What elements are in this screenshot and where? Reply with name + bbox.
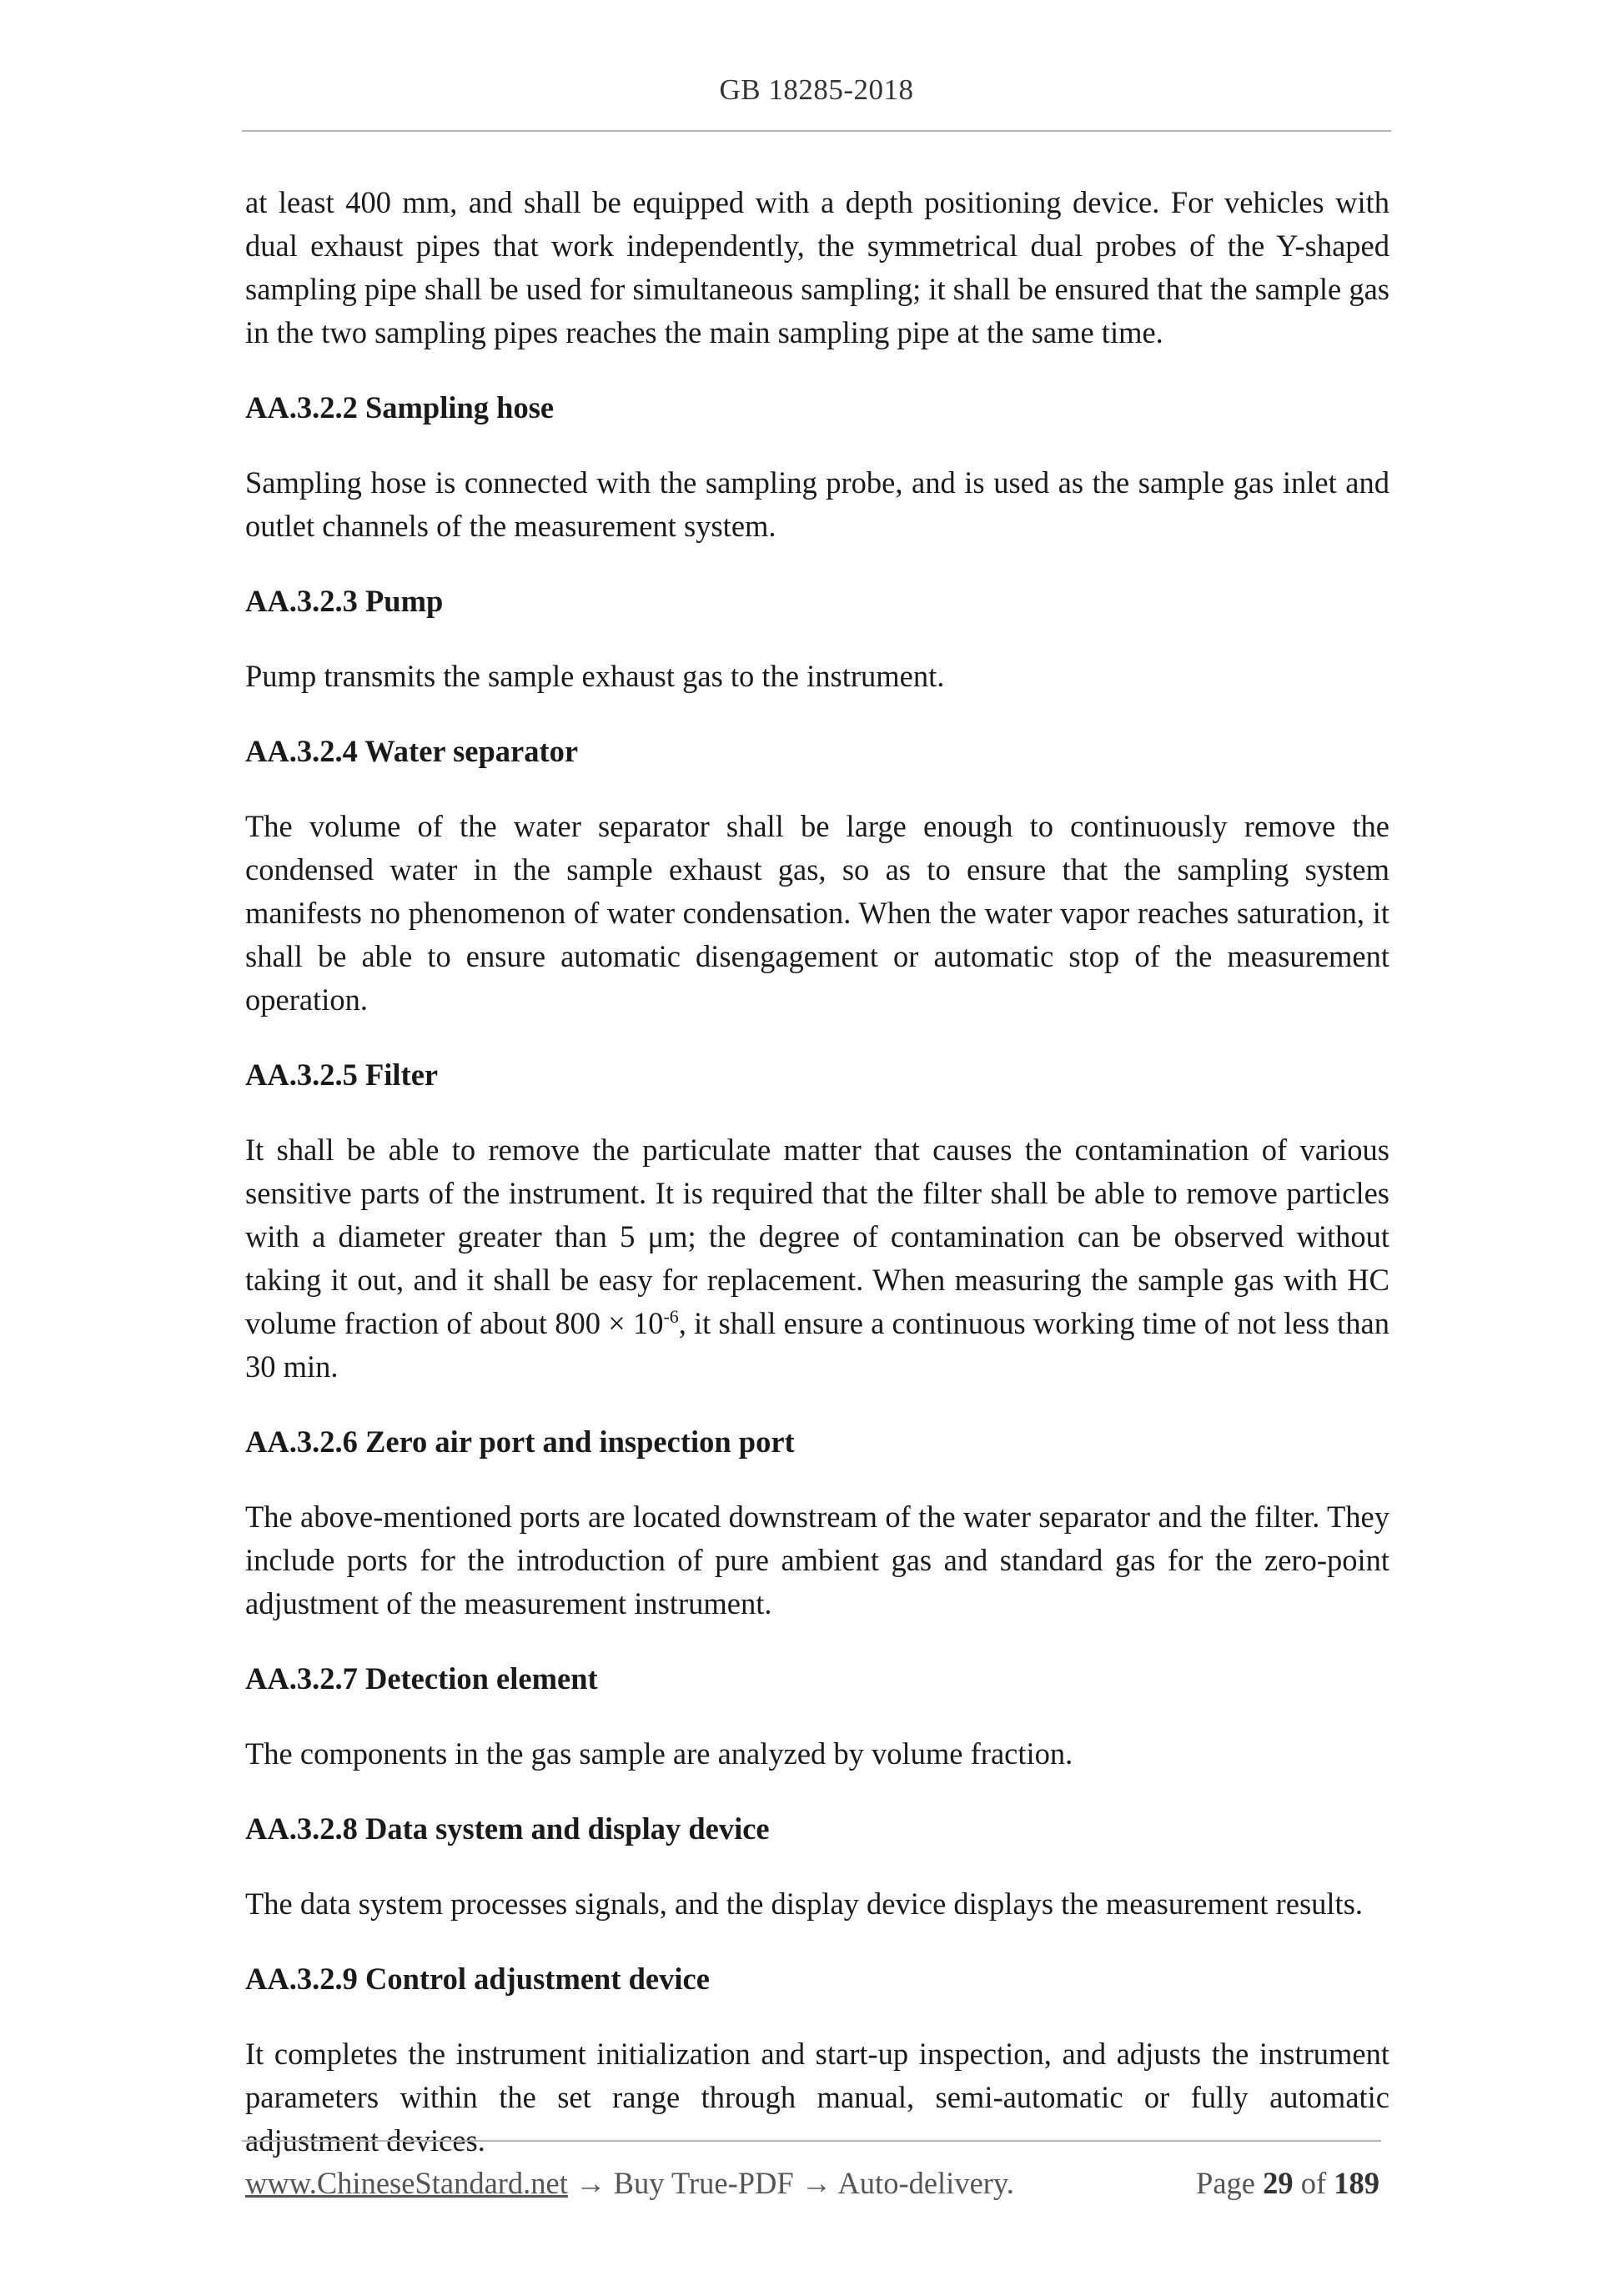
arrow-right-icon: →	[801, 2166, 832, 2200]
paragraph-continued: at least 400 mm, and shall be equipped with a depth positioning device. For vehicles with dual exhaust pipes that work independently, the symmetrical dual probes of the Y-shaped sampling pipe shall be used for simultaneous sampling; it shall be ensured that the sample gas in the two sampling pipes reaches the main sampling pipe at the same time.	[245, 185, 1389, 349]
section-body-control-adjustment: It completes the instrument initialization and start-up inspection, and adjusts the instrument parameters within the set range through manual, semi-automatic or fully automatic adjustment devices.	[245, 2037, 1389, 2158]
section-heading-control-adjustment: AA.3.2.9 Control adjustment device	[245, 1962, 710, 1996]
filter-text-part-b: , it shall ensure a continuous working time of not less than 30 min.	[245, 1306, 1389, 1384]
section-heading-pump: AA.3.2.3 Pump	[245, 584, 444, 618]
arrow-right-icon: →	[575, 2166, 606, 2200]
section-body-pump: Pump transmits the sample exhaust gas to the instrument.	[245, 659, 945, 693]
auto-delivery-text: Auto-delivery.	[837, 2166, 1014, 2200]
page-label: Page	[1196, 2166, 1255, 2200]
section-body-sampling-hose: Sampling hose is connected with the sampling probe, and is used as the sample gas inlet and outlet channels of the measurement system.	[245, 465, 1389, 543]
section-heading-filter: AA.3.2.5 Filter	[245, 1058, 439, 1092]
section-heading-detection-element: AA.3.2.7 Detection element	[245, 1661, 598, 1696]
header-divider	[242, 130, 1391, 132]
footer-divider	[242, 2140, 1381, 2142]
exponent-superscript: -6	[663, 1305, 679, 1327]
section-body-zero-air-port: The above-mentioned ports are located downstream of the water separator and the filter. They include ports for the introduction of pure ambient gas and standard gas for the zero-point adjustment of the measurement instrument.	[245, 1500, 1389, 1620]
section-body-water-separator: The volume of the water separator shall be large enough to continuously remove the condensed water in the sample exhaust gas, so as to ensure that the sampling system manifests no phenomenon of water condensation. When the water vapor reaches saturation, it shall be able to ensure automatic disengagement or automatic stop of the measurement operation.	[245, 809, 1389, 1017]
buy-true-pdf-text: Buy True-PDF	[613, 2166, 794, 2200]
website-link[interactable]: www.ChineseStandard.net	[245, 2166, 568, 2200]
footer-promo	[245, 2165, 1014, 2201]
document-body	[245, 181, 1389, 2163]
section-heading-zero-air-port: AA.3.2.6 Zero air port and inspection port	[245, 1424, 795, 1459]
section-body-detection-element: The components in the gas sample are analyzed by volume fraction.	[245, 1736, 1073, 1771]
section-body-data-system: The data system processes signals, and the display device displays the measurement results.	[245, 1887, 1364, 1921]
section-heading-data-system: AA.3.2.8 Data system and display device	[245, 1811, 770, 1846]
total-page-count: 189	[1334, 2166, 1379, 2200]
section-heading-sampling-hose: AA.3.2.2 Sampling hose	[245, 390, 555, 425]
of-label: of	[1300, 2166, 1327, 2200]
current-page-number: 29	[1263, 2166, 1294, 2200]
section-heading-water-separator: AA.3.2.4 Water separator	[245, 734, 579, 768]
page-header: GB 18285-2018	[719, 73, 914, 106]
page-number	[1196, 2165, 1379, 2201]
section-body-filter	[245, 1128, 1389, 1389]
filter-text-part-a: It shall be able to remove the particulate matter that causes the contamination of various sensitive parts of the instrument. It is required that the filter shall be able to remove particles with a diameter greater than 5 μm; the degree of contamination can be observed without taking it out, and it shall be easy for replacement. When measuring the sample gas with HC volume fraction of about 800 × 10	[245, 1133, 1389, 1340]
